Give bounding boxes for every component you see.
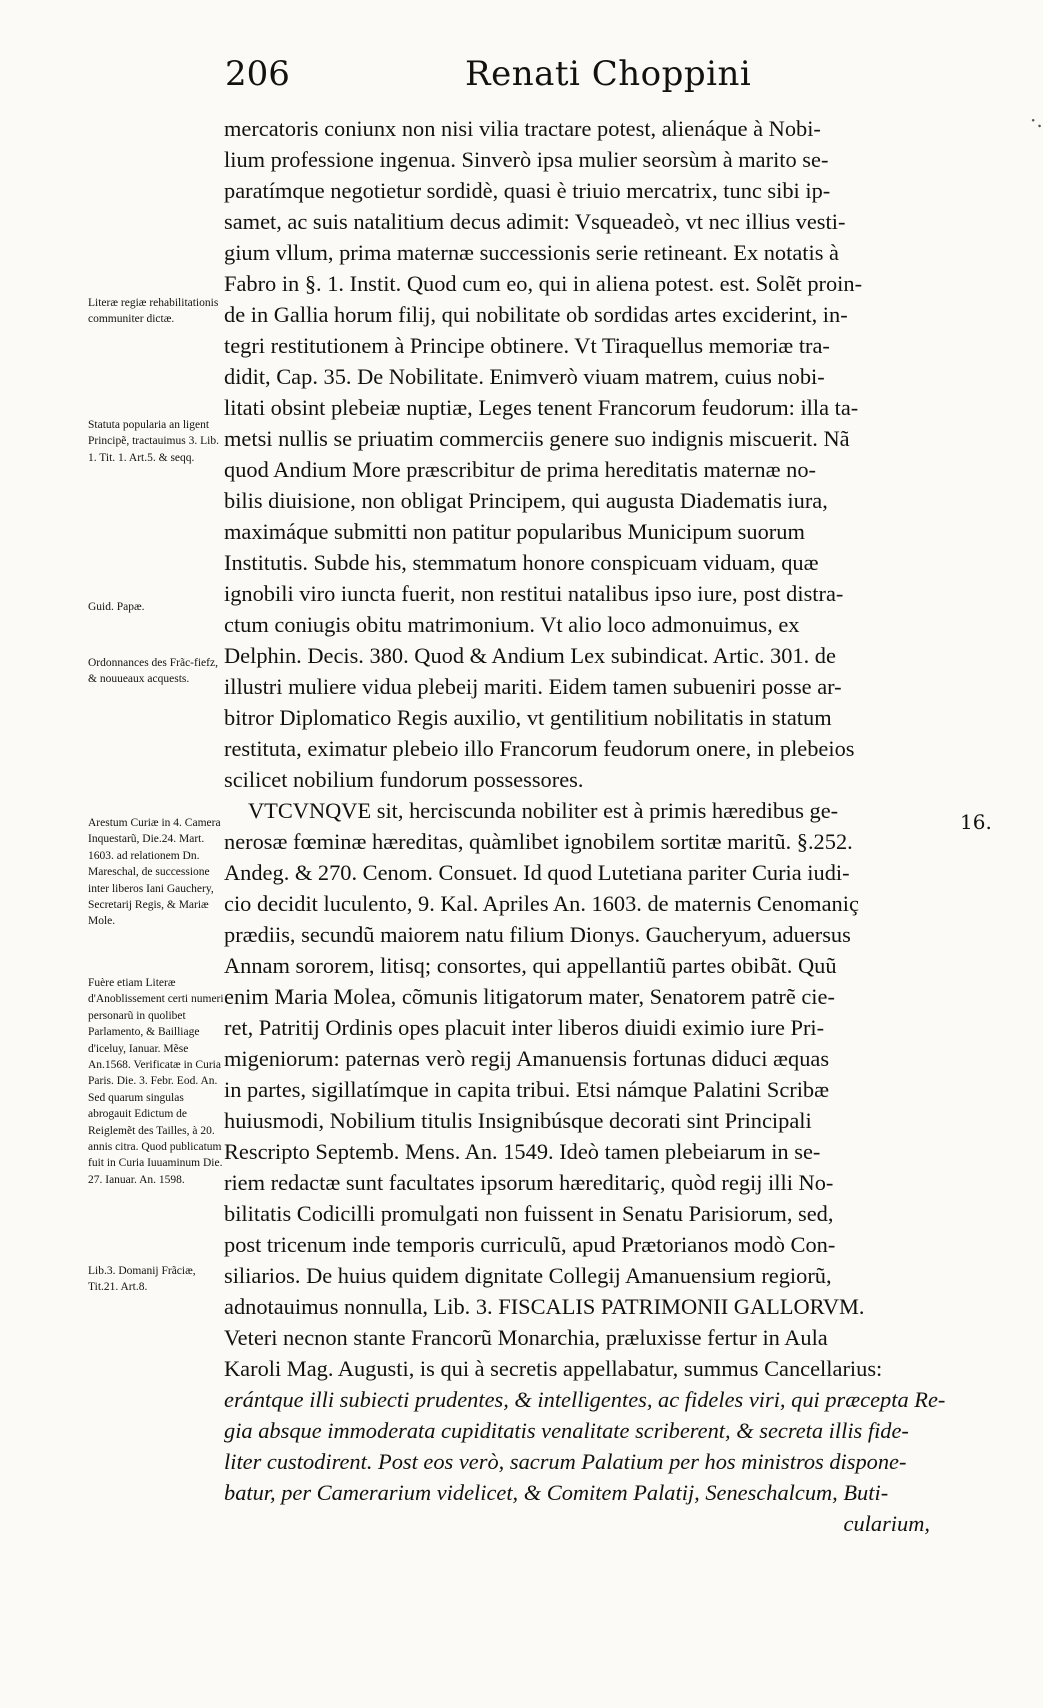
text-line: mercatoris coniunx non nisi vilia tractare potest, alienáque à Nobi- bbox=[224, 116, 821, 141]
text-line: illustri muliere vidua plebeij mariti. Eidem tamen subueniri posse ar- bbox=[224, 674, 842, 699]
text-line: tegri restitutionem à Principe obtinere. Vt Tiraquellus memoriæ tra- bbox=[224, 333, 830, 358]
text-line: post tricenum inde temporis curriculũ, apud Prætorianos modò Con- bbox=[224, 1232, 836, 1257]
text-line: siliarios. De huius quidem dignitate Collegij Amanuensium regiorũ, bbox=[224, 1263, 832, 1288]
edge-mark: ·. bbox=[1030, 108, 1043, 132]
text-line: bilitatis Codicilli promulgati non fuissent in Senatu Parisiorum, sed, bbox=[224, 1201, 834, 1226]
text-line: metsi nullis se priuatim commerciis genere suo indignis miscuerit. Nã bbox=[224, 426, 850, 451]
text-line: restituta, eximatur plebeio illo Francorum feudorum onere, in plebeios bbox=[224, 736, 855, 761]
text-line: enim Maria Molea, cõmunis litigatorum mater, Senatorem patrẽ cie- bbox=[224, 984, 835, 1009]
text-line: Annam sororem, litisq; consortes, qui appellantiũ partes obibãt. Quũ bbox=[224, 953, 837, 978]
text-line: ctum coniugis obitu matrimonium. Vt alio loco admonuimus, ex bbox=[224, 612, 800, 637]
margin-note: Arestum Curiæ in 4. Camera Inquestarũ, Die.24. Mart. 1603. ad relationem Dn. Mareschal, de successione inter liberos Iani Gauchery, Secretarij Regis, & Mariæ Mole. bbox=[88, 817, 221, 928]
text-line: migeniorum: paternas verò regij Amanuensis fortunas diduci æquas bbox=[224, 1046, 830, 1071]
text-line: didit, Cap. 35. De Nobilitate. Enimverò viuam matrem, cuius nobi- bbox=[224, 364, 825, 389]
paragraph-number: 16. bbox=[960, 810, 992, 834]
text-line: nerosæ fœminæ hæreditas, quàmlibet ignobilem sortitæ maritũ. §.252. bbox=[224, 829, 853, 854]
text-line: Delphin. Decis. 380. Quod & Andium Lex subindicat. Artic. 301. de bbox=[224, 643, 836, 668]
text-line: quod Andium More præscribitur de prima hereditatis maternæ no- bbox=[224, 457, 816, 482]
text-line: bitror Diplomatico Regis auxilio, vt gentilitium nobilitatis in statum bbox=[224, 705, 832, 730]
text-line: liter custodirent. Post eos verò, sacrum Palatium per hos ministros dispone- bbox=[224, 1449, 907, 1474]
margin-note: Literæ regiæ rehabilitationis communiter dictæ. bbox=[88, 297, 219, 326]
text-line: adnotauimus nonnulla, Lib. 3. FISCALIS PATRIMONII GALLORVM. bbox=[224, 1294, 865, 1319]
text-line: de in Gallia horum filij, qui nobilitate ob sordidas artes exciderint, in- bbox=[224, 302, 848, 327]
text-line: huiusmodi, Nobilium titulis Insignibúsque decorati sint Principali bbox=[224, 1108, 812, 1133]
text-line: Rescripto Septemb. Mens. An. 1549. Ideò tamen plebeiarum in se- bbox=[224, 1139, 821, 1164]
text-line: prædiis, secundũ maiorem natu filium Dionys. Gaucheryum, aduersus bbox=[224, 922, 851, 947]
text-line: cularium, bbox=[843, 1511, 930, 1536]
text-line: ret, Patritij Ordinis opes placuit inter liberos diuidi eximio iure Pri- bbox=[224, 1015, 825, 1040]
text-line: ignobili viro iuncta fuerit, non restitui natalibus ipso iure, post distra- bbox=[224, 581, 844, 606]
text-line: litati obsint plebeiæ nuptiæ, Leges tenent Francorum feudorum: illa ta- bbox=[224, 395, 859, 420]
text-line: gium vllum, prima maternæ successionis serie retineant. Ex notatis à bbox=[224, 240, 839, 265]
text-line: maximáque submitti non patitur popularibus Municipum suorum bbox=[224, 519, 805, 544]
margin-note: Statuta popularia an ligent Principẽ, tractauimus 3. Lib. 1. Tit. 1. Art.5. & seqq. bbox=[88, 419, 219, 464]
running-title: Renati Choppini bbox=[465, 54, 752, 94]
margin-note: Ordonnances des Frãc-fiefz, & nouueaux acquests. bbox=[88, 657, 218, 686]
text-line: samet, ac suis natalitium decus adimit: Vsqueadeò, vt nec illius vesti- bbox=[224, 209, 846, 234]
text-line: cio decidit luculento, 9. Kal. Apriles An. 1603. de maternis Cenomaniç bbox=[224, 891, 859, 916]
text-line: riem redactæ sunt facultates ipsorum hæreditariç, quòd regij illi No- bbox=[224, 1170, 834, 1195]
text-line: Fabro in §. 1. Instit. Quod cum eo, qui in aliena potest. est. Solẽt proin- bbox=[224, 271, 863, 296]
text-line: scilicet nobilium fundorum possessores. bbox=[224, 767, 584, 792]
text-line: bilis diuisione, non obligat Principem, qui augusta Diadematis iura, bbox=[224, 488, 828, 513]
text-line: batur, per Camerarium videlicet, & Comitem Palatij, Seneschalcum, Buti- bbox=[224, 1480, 889, 1505]
text-line: in partes, sigillatímque in capita tribui. Etsi námque Palatini Scribæ bbox=[224, 1077, 830, 1102]
text-line: paratímque negotietur sordidè, quasi è triuio mercatrix, tunc sibi ip- bbox=[224, 178, 831, 203]
text-line: Institutis. Subde his, stemmatum honore conspicuam viduam, quæ bbox=[224, 550, 819, 575]
text-line: gia absque immoderata cupiditatis venalitate scriberent, & secreta illis fide- bbox=[224, 1418, 909, 1443]
margin-note: Fuère etiam Literæ d'Anoblissement certi numeri personarũ in quolibet Parlamento, & Bailliage d'iceluy, Ianuar. Mẽse An.1568. Verificatæ in Curia Paris. Die. 3. Febr. Eod. An. Sed quarum singulas abrogauit Edictum de Reiglemẽt des Tailles, à 20. annis citra. Quod publicatum fuit in Curia Iuuaminum Die. 27. Ianuar. An. 1598. bbox=[88, 977, 224, 1186]
margin-note: Lib.3. Domanij Frãciæ, Tit.21. Art.8. bbox=[88, 1265, 196, 1294]
page-number: 206 bbox=[225, 54, 290, 94]
text-line: VTCVNQVE sit, herciscunda nobiliter est à primis hæredibus ge- bbox=[248, 798, 839, 823]
text-line: erántque illi subiecti prudentes, & intelligentes, ac fideles viri, qui præcepta Re- bbox=[224, 1387, 946, 1412]
margin-note: Guid. Papæ. bbox=[88, 601, 145, 613]
text-line: Veteri necnon stante Francorũ Monarchia, præluxisse fertur in Aula bbox=[224, 1325, 828, 1350]
text-line: lium professione ingenua. Sinverò ipsa mulier seorsùm à marito se- bbox=[224, 147, 829, 172]
text-line: Andeg. & 270. Cenom. Consuet. Id quod Lutetiana pariter Curia iudi- bbox=[224, 860, 850, 885]
text-line: Karoli Mag. Augusti, is qui à secretis appellabatur, summus Cancellarius: bbox=[224, 1356, 883, 1381]
